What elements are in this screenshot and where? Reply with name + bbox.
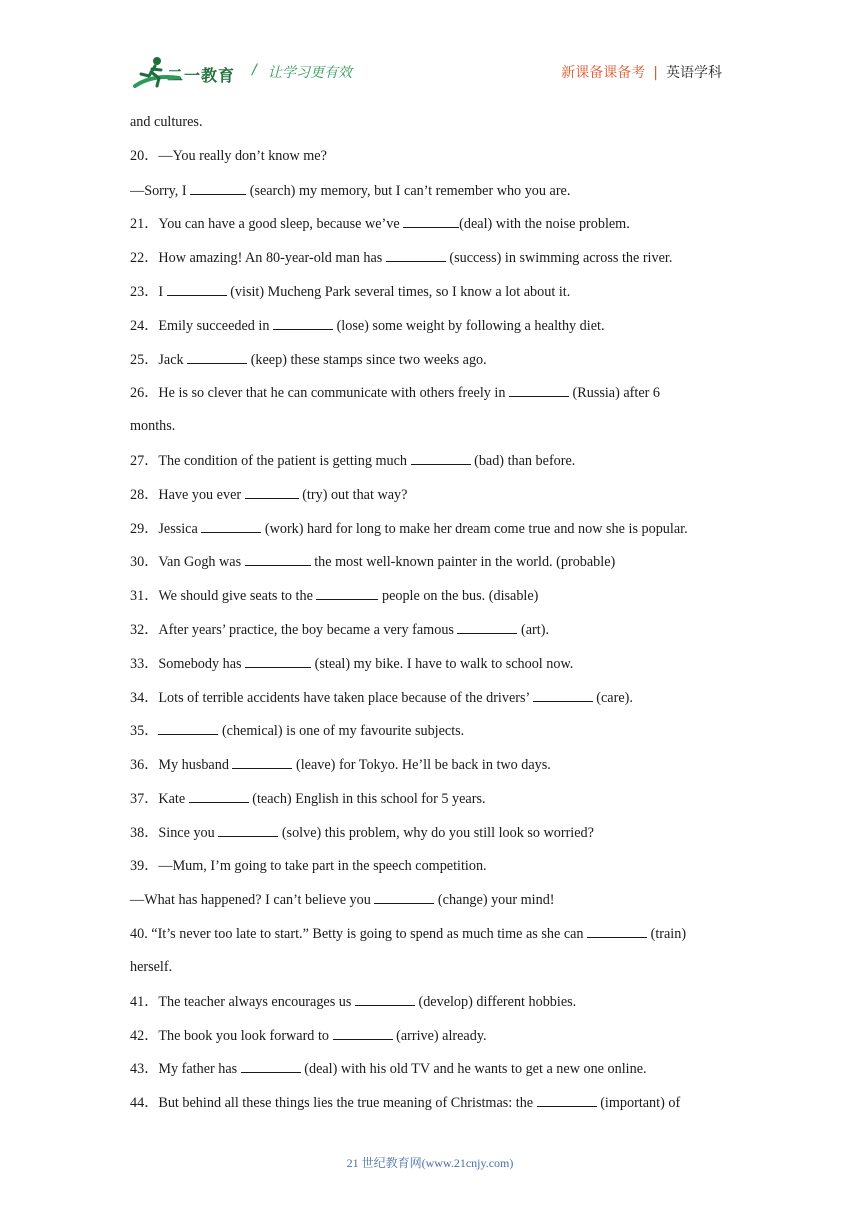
line-text: people on the bus. (disable) bbox=[378, 588, 539, 605]
header-subject bbox=[561, 62, 722, 82]
line-text: (try) out that way? bbox=[298, 486, 408, 503]
line-text: (arrive) already. bbox=[392, 1027, 487, 1044]
line-text: 39．—Mum, I’m going to take part in the speech competition. bbox=[130, 857, 487, 874]
line-text: 23．I bbox=[130, 283, 167, 300]
answer-blank[interactable] bbox=[411, 450, 471, 465]
logo-text: 二一教育 bbox=[167, 66, 236, 85]
line-text: 32．After years’ practice, the boy became a very famous bbox=[130, 621, 458, 638]
line-text: 26．He is so clever that he can communicate with others freely in bbox=[130, 385, 509, 402]
line-text: 44．But behind all these things lies the true meaning of Christmas: the bbox=[130, 1095, 537, 1112]
exercise-line bbox=[130, 720, 740, 754]
page-header bbox=[0, 0, 860, 100]
line-text: —Sorry, I bbox=[130, 182, 191, 199]
answer-blank[interactable] bbox=[273, 315, 333, 330]
exercise-line bbox=[130, 450, 740, 484]
exercise-line bbox=[130, 687, 740, 721]
exercise-line bbox=[130, 484, 740, 518]
exercise-line bbox=[130, 619, 740, 653]
answer-blank[interactable] bbox=[355, 991, 415, 1006]
exercise-line bbox=[130, 213, 740, 247]
exercise-line bbox=[130, 923, 740, 957]
exercise-line bbox=[130, 382, 740, 416]
answer-blank[interactable] bbox=[457, 619, 517, 634]
line-text: 40. “It’s never too late to start.” Betty is going to spend as much time as she can bbox=[130, 926, 588, 943]
line-text: 20．—You really don’t know me? bbox=[130, 147, 327, 164]
line-text: (steal) my bike. I have to walk to school now. bbox=[311, 655, 574, 672]
answer-blank[interactable] bbox=[245, 484, 299, 499]
line-text: (keep) these stamps since two weeks ago. bbox=[247, 351, 487, 368]
answer-blank[interactable] bbox=[189, 788, 249, 803]
line-text: 24．Emily succeeded in bbox=[130, 317, 274, 334]
line-text: 37．Kate bbox=[130, 790, 189, 807]
line-text: (develop) different hobbies. bbox=[414, 993, 577, 1010]
line-text: 28．Have you ever bbox=[130, 486, 245, 503]
exercise-line bbox=[130, 315, 740, 349]
answer-blank[interactable] bbox=[316, 585, 378, 600]
answer-blank[interactable] bbox=[218, 822, 278, 837]
line-text: (train) bbox=[647, 926, 687, 943]
header-course-label: 新课备课备考 bbox=[561, 65, 646, 81]
answer-blank[interactable] bbox=[167, 281, 227, 296]
line-text: (solve) this problem, why do you still look so worried? bbox=[278, 824, 594, 841]
line-text: (Russia) after 6 bbox=[569, 385, 661, 402]
line-text: 29．Jessica bbox=[130, 520, 202, 537]
line-text: herself. bbox=[130, 958, 173, 975]
exercise-line bbox=[130, 1025, 740, 1059]
exercise-line bbox=[130, 754, 740, 788]
answer-blank[interactable] bbox=[403, 213, 459, 228]
line-text: (bad) than before. bbox=[470, 452, 576, 469]
line-text: (chemical) is one of my favourite subjects. bbox=[218, 723, 465, 740]
exercise-line bbox=[130, 112, 740, 146]
exercise-line bbox=[130, 991, 740, 1025]
line-text: (work) hard for long to make her dream come true and now she is popular. bbox=[261, 520, 688, 537]
line-text: 22．How amazing! An 80-year-old man has bbox=[130, 250, 386, 267]
line-text: 27．The condition of the patient is getting much bbox=[130, 452, 411, 469]
line-text: 31．We should give seats to the bbox=[130, 588, 317, 605]
line-text: (care). bbox=[592, 689, 633, 706]
exercise-list bbox=[130, 112, 740, 1126]
line-text: (deal) with the noise problem. bbox=[459, 216, 630, 233]
line-text: 21．You can have a good sleep, because we’ve bbox=[130, 216, 404, 233]
exercise-line bbox=[130, 822, 740, 856]
line-text: (teach) English in this school for 5 years. bbox=[248, 790, 486, 807]
answer-blank[interactable] bbox=[232, 754, 292, 769]
exercise-line bbox=[130, 281, 740, 315]
answer-blank[interactable] bbox=[537, 1092, 597, 1107]
answer-blank[interactable] bbox=[509, 382, 569, 397]
exercise-line bbox=[130, 856, 740, 890]
line-text: 35． bbox=[130, 723, 159, 740]
exercise-line bbox=[130, 788, 740, 822]
exercise-line bbox=[130, 247, 740, 281]
exercise-line bbox=[130, 518, 740, 552]
answer-blank[interactable] bbox=[386, 247, 446, 262]
answer-blank[interactable] bbox=[190, 180, 246, 195]
header-subject-label: 英语学科 bbox=[666, 65, 722, 81]
line-text: 33．Somebody has bbox=[130, 655, 246, 672]
exercise-line bbox=[130, 653, 740, 687]
slogan: 让学习更有效 bbox=[268, 65, 352, 81]
answer-blank[interactable] bbox=[241, 1058, 301, 1073]
exercise-line bbox=[130, 1058, 740, 1092]
line-text: 34．Lots of terrible accidents have taken place because of the drivers’ bbox=[130, 689, 533, 706]
line-text: and cultures. bbox=[130, 114, 203, 130]
line-text: 30．Van Gogh was bbox=[130, 554, 245, 571]
line-text: 38．Since you bbox=[130, 824, 219, 841]
line-text: (visit) Mucheng Park several times, so I know a lot about it. bbox=[226, 283, 571, 300]
answer-blank[interactable] bbox=[533, 687, 593, 702]
line-text: 36．My husband bbox=[130, 757, 233, 774]
answer-blank[interactable] bbox=[158, 720, 218, 735]
line-text: months. bbox=[130, 418, 176, 435]
line-text: (search) my memory, but I can’t remember who you are. bbox=[246, 182, 571, 199]
line-text: (leave) for Tokyo. He’ll be back in two days. bbox=[292, 757, 551, 774]
line-text: (change) your mind! bbox=[434, 892, 555, 909]
exercise-line bbox=[130, 146, 740, 180]
line-text: (art). bbox=[517, 621, 549, 638]
answer-blank[interactable] bbox=[333, 1025, 393, 1040]
slogan-separator: / bbox=[252, 62, 257, 78]
answer-blank[interactable] bbox=[245, 653, 311, 668]
line-text: 43．My father has bbox=[130, 1061, 241, 1078]
line-text: (important) of bbox=[596, 1095, 681, 1112]
answer-blank[interactable] bbox=[187, 349, 247, 364]
line-text: (success) in swimming across the river. bbox=[445, 250, 673, 267]
exercise-line bbox=[130, 889, 740, 923]
exercise-line bbox=[130, 180, 740, 214]
answer-blank[interactable] bbox=[245, 551, 311, 566]
line-text: 25．Jack bbox=[130, 351, 188, 368]
line-text: (lose) some weight by following a healthy diet. bbox=[333, 317, 605, 334]
exercise-line bbox=[130, 1092, 740, 1126]
answer-blank[interactable] bbox=[201, 518, 261, 533]
answer-blank[interactable] bbox=[374, 889, 434, 904]
header-divider: | bbox=[653, 65, 658, 81]
page-footer: 21 世纪教育网(www.21cnjy.com) bbox=[346, 1156, 514, 1170]
line-text: 42．The book you look forward to bbox=[130, 1027, 333, 1044]
line-text: 41．The teacher always encourages us bbox=[130, 993, 355, 1010]
line-text: the most well-known painter in the world. (probable) bbox=[310, 554, 616, 571]
exercise-line bbox=[130, 957, 740, 991]
exercise-line bbox=[130, 551, 740, 585]
answer-blank[interactable] bbox=[587, 923, 647, 938]
exercise-line bbox=[130, 585, 740, 619]
line-text: (deal) with his old TV and he wants to get a new one online. bbox=[300, 1061, 647, 1078]
exercise-line bbox=[130, 416, 740, 450]
exercise-line bbox=[130, 349, 740, 383]
line-text: —What has happened? I can’t believe you bbox=[130, 892, 375, 909]
